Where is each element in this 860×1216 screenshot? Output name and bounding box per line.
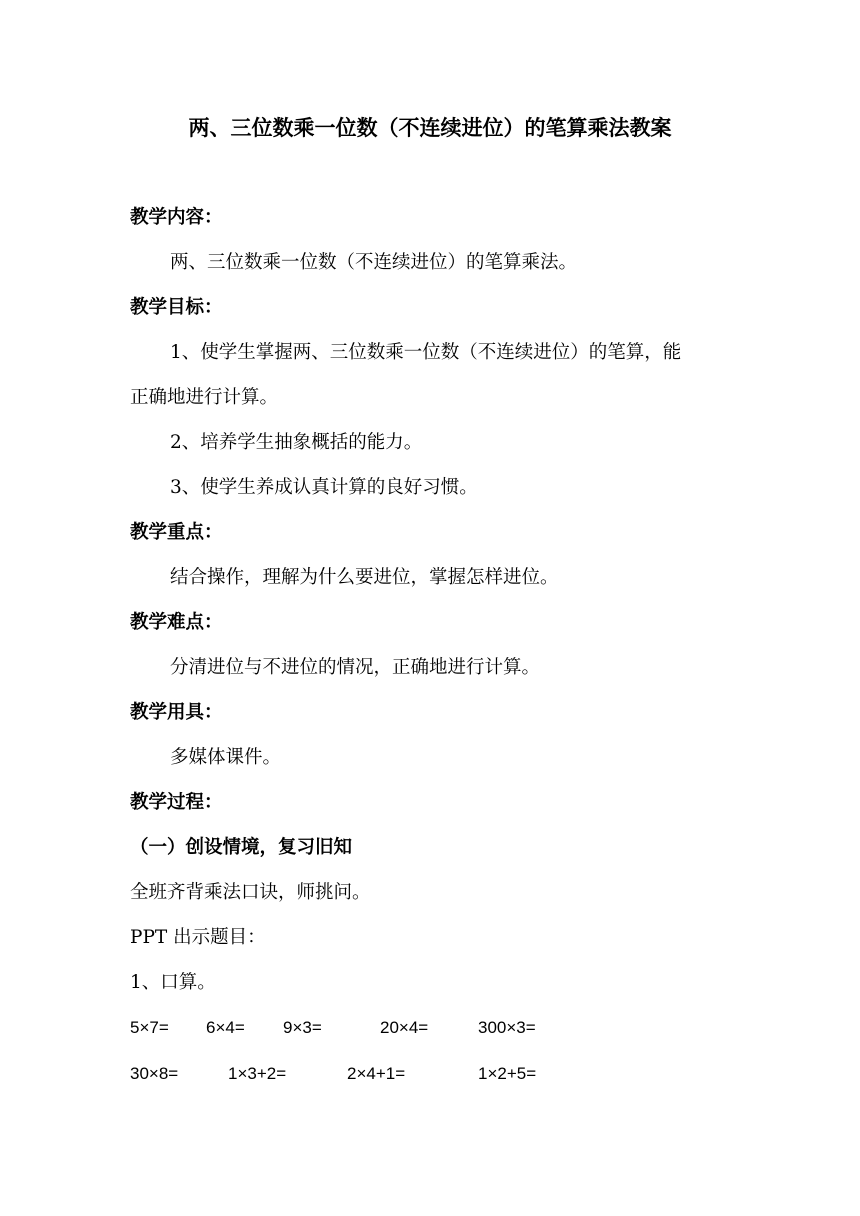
key-points-text: 结合操作，理解为什么要进位，掌握怎样进位。 xyxy=(170,567,559,588)
heading-difficulties: 教学难点： xyxy=(130,612,223,633)
oral-calc-label: 1、口算。 xyxy=(130,972,216,993)
ppt-text: PPT 出示题目： xyxy=(130,927,266,948)
problem: 30×8= xyxy=(130,1064,179,1083)
section-1-heading: （一）创设情境，复习旧知 xyxy=(130,837,353,858)
heading-teaching-content: 教学内容： xyxy=(130,207,223,228)
goal-1-line-2: 正确地进行计算。 xyxy=(130,387,279,408)
goal-3: 3、使学生养成认真计算的良好习惯。 xyxy=(170,477,478,498)
heading-key-points: 教学重点： xyxy=(130,522,223,543)
heading-teaching-tools: 教学用具： xyxy=(130,702,223,723)
problem: 5×7= xyxy=(130,1018,169,1037)
problem: 6×4= xyxy=(206,1018,245,1037)
goal-1-line-1: 1、使学生掌握两、三位数乘一位数（不连续进位）的笔算，能 xyxy=(170,342,682,363)
problem: 2×4+1= xyxy=(347,1064,406,1083)
problem: 20×4= xyxy=(380,1018,429,1037)
problem: 9×3= xyxy=(283,1018,322,1037)
teaching-content-text: 两、三位数乘一位数（不连续进位）的笔算乘法。 xyxy=(170,252,578,273)
problem: 1×3+2= xyxy=(228,1064,287,1083)
teaching-tools-text: 多媒体课件。 xyxy=(170,747,282,768)
recite-text: 全班齐背乘法口诀，师挑问。 xyxy=(130,882,371,903)
heading-teaching-goals: 教学目标： xyxy=(130,297,223,318)
problem: 300×3= xyxy=(478,1018,536,1037)
difficulties-text: 分清进位与不进位的情况，正确地进行计算。 xyxy=(170,657,541,678)
document-title: 两、三位数乘一位数（不连续进位）的笔算乘法教案 xyxy=(188,115,672,140)
problem: 1×2+5= xyxy=(478,1064,537,1083)
heading-teaching-process: 教学过程： xyxy=(130,792,223,813)
goal-2: 2、培养学生抽象概括的能力。 xyxy=(170,432,423,453)
